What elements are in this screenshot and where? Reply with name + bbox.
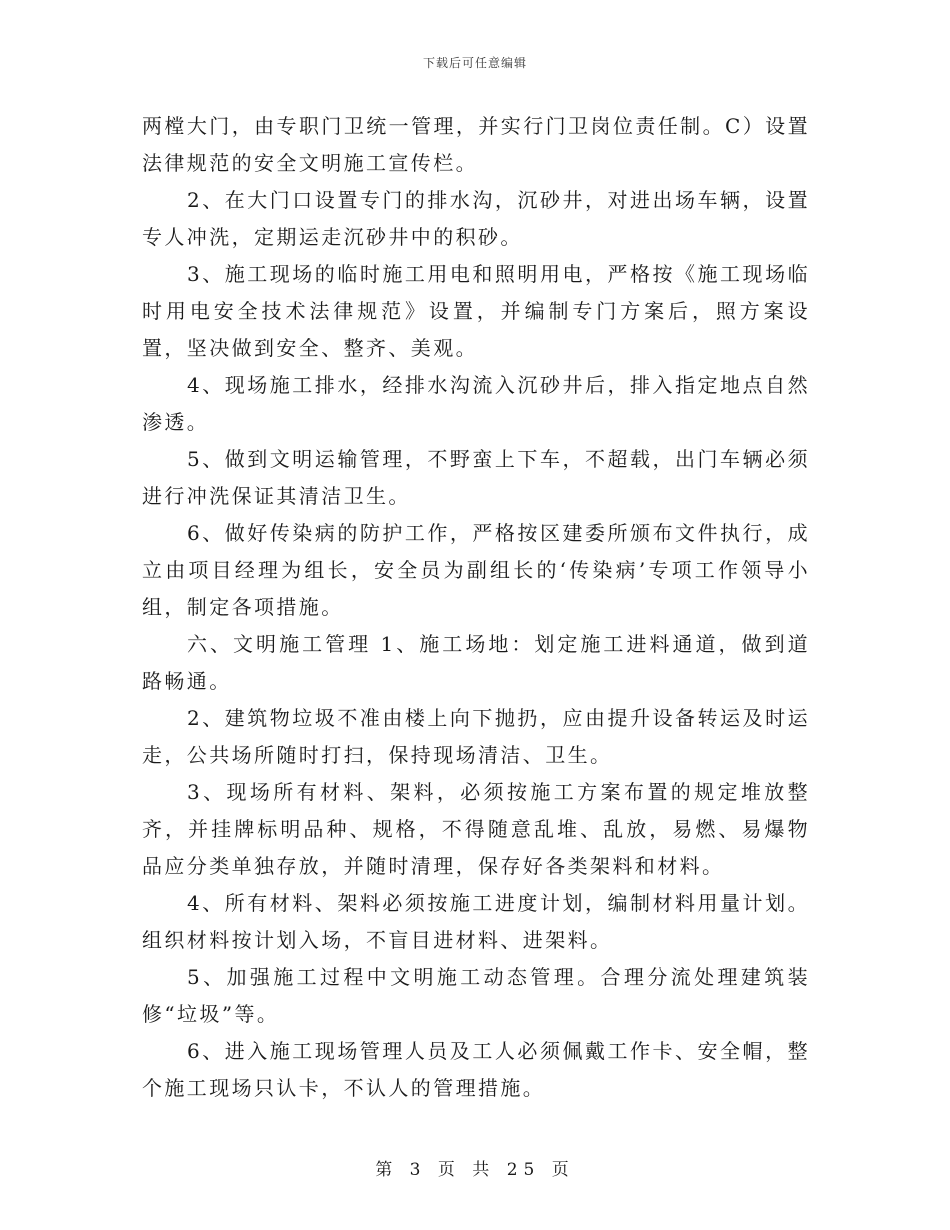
paragraph-5: 5、做到文明运输管理，不野蛮上下车，不超载，出门车辆必须进行冲洗保证其清洁卫生。 xyxy=(142,447,810,508)
paragraph-4: 4、现场施工排水，经排水沟流入沉砂井后，排入指定地点自然渗透。 xyxy=(142,373,810,434)
paragraph-9: 3、现场所有材料、架料，必须按施工方案布置的规定堆放整齐，并挂牌标明品种、规格，不得随意乱堆、乱放，易燃、易爆物品应分类单独存放，并随时清理，保存好各类架料和材料。 xyxy=(142,780,810,878)
paragraph-7: 六、文明施工管理 1、施工场地：划定施工进料通道，做到道路畅通。 xyxy=(142,632,810,693)
paragraph-10: 4、所有材料、架料必须按施工进度计划，编制材料用量计划。组织材料按计划入场，不盲目进材料、进架料。 xyxy=(142,891,810,952)
paragraph-6: 6、做好传染病的防护工作，严格按区建委所颁布文件执行，成立由项目经理为组长，安全员为副组长的‘传染病’专项工作领导小组，制定各项措施。 xyxy=(142,521,810,619)
paragraph-8: 2、建筑物垃圾不准由楼上向下抛扔，应由提升设备转运及时运走，公共场所随时打扫，保持现场清洁、卫生。 xyxy=(142,706,810,767)
paragraph-3: 3、施工现场的临时施工用电和照明用电，严格按《施工现场临时用电安全技术法律规范》设置，并编制专门方案后，照方案设置，坚决做到安全、整齐、美观。 xyxy=(142,262,810,360)
paragraph-2: 2、在大门口设置专门的排水沟，沉砂井，对进出场车辆，设置专人冲洗，定期运走沉砂井中的积砂。 xyxy=(142,188,810,249)
paragraph-12: 6、进入施工现场管理人员及工人必须佩戴工作卡、安全帽，整个施工现场只认卡，不认人的管理措施。 xyxy=(142,1039,810,1100)
page-header: 下载后可任意编辑 xyxy=(422,56,527,70)
paragraph-11: 5、加强施工过程中文明施工动态管理。合理分流处理建筑装修“垃圾”等。 xyxy=(142,965,810,1026)
paragraph-1: 两樘大门，由专职门卫统一管理，并实行门卫岗位责任制。C）设置法律规范的安全文明施工宣传栏。 xyxy=(142,114,810,175)
page-number-footer: 第 3 页 共 25 页 xyxy=(375,1160,575,1180)
document-body xyxy=(142,108,810,1107)
